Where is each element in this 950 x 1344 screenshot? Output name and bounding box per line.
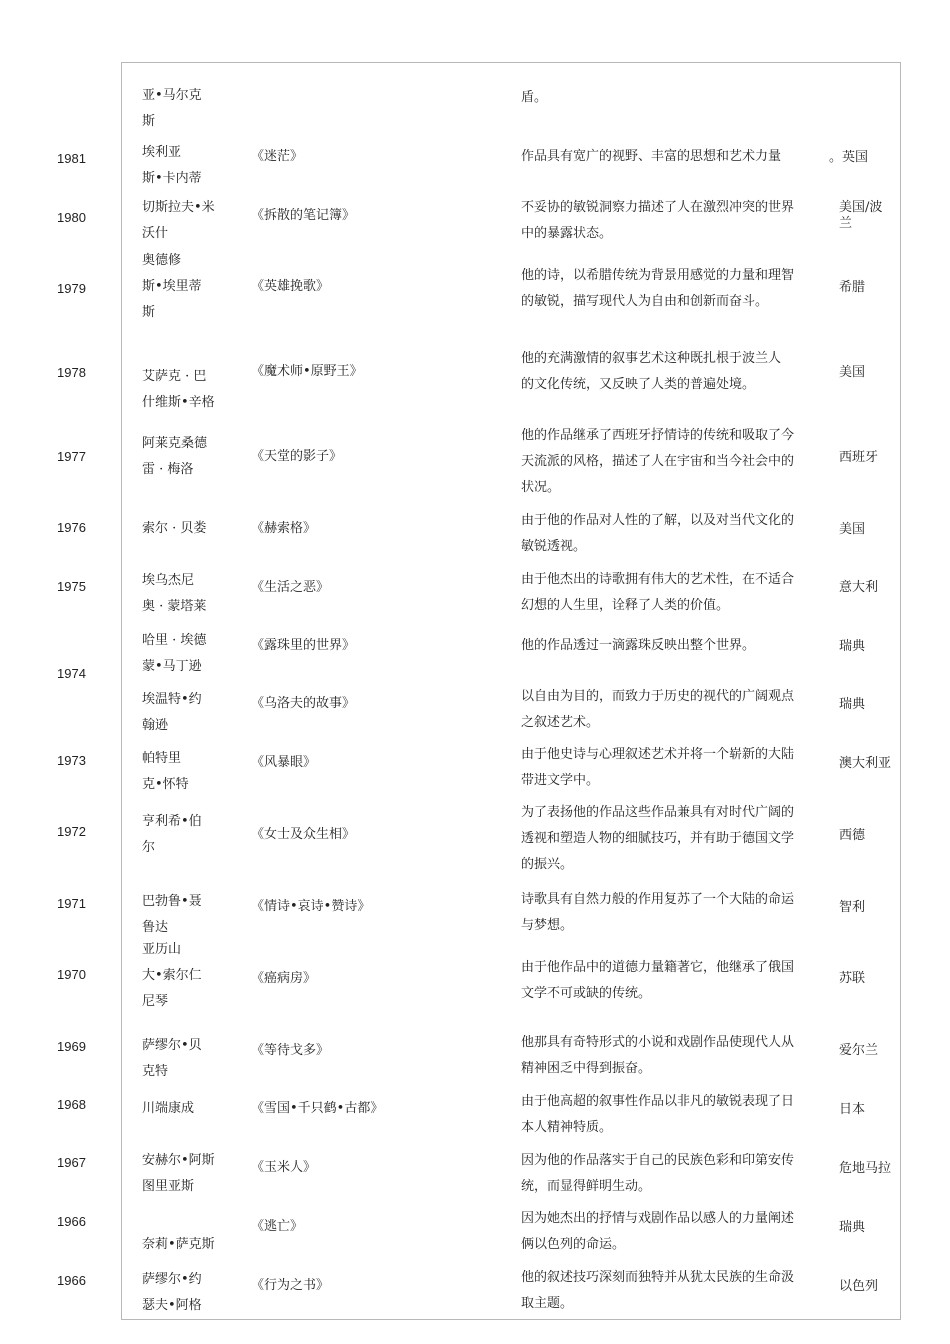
country-cell: 以色列 <box>839 1279 879 1294</box>
country-cell: 日本 <box>839 1102 866 1117</box>
reason-cell: 他的诗，以希腊传统为背景用感觉的力量和理智 的敏锐，描写现代人为自由和创新而奋斗。 <box>521 268 795 309</box>
reason-cell: 他的作品透过一滴露珠反映出整个世界。 <box>521 638 756 653</box>
work-cell: 《露珠里的世界》 <box>251 638 356 653</box>
author-cell: 索尔 · 贝娄 <box>142 521 207 536</box>
work-cell: 《玉米人》 <box>251 1160 317 1175</box>
reason-cell: 他那具有奇特形式的小说和戏剧作品使现代人从 精神困乏中得到振奋。 <box>521 1035 795 1076</box>
author-cell: 亚历山 大•索尔仁 尼琴 <box>142 942 202 1009</box>
country-cell: 瑞典 <box>839 1220 866 1235</box>
reason-cell: 因为他的作品落实于自己的民族色彩和印第安传 统，而显得鲜明生动。 <box>521 1153 795 1194</box>
work-cell: 《风暴眼》 <box>251 755 317 770</box>
country-cell: 意大利 <box>839 580 879 595</box>
country-cell: 智利 <box>839 900 866 915</box>
reason-cell: 盾。 <box>521 90 548 105</box>
year-cell: 1969 <box>57 1039 86 1054</box>
author-cell: 埃温特•约 翰逊 <box>142 692 202 733</box>
work-cell: 《拆散的笔记簿》 <box>251 208 356 223</box>
year-cell: 1971 <box>57 896 86 911</box>
country-cell: 苏联 <box>839 971 866 986</box>
year-cell: 1979 <box>57 281 86 296</box>
country-cell: 西德 <box>839 828 866 843</box>
author-cell: 亨利希•伯 尔 <box>142 814 202 855</box>
author-cell: 安赫尔•阿斯 图里亚斯 <box>142 1153 215 1194</box>
work-cell: 《迷茫》 <box>251 149 304 164</box>
year-cell: 1968 <box>57 1097 86 1112</box>
reason-cell: 由于他作品中的道德力量籍著它，他继承了俄国 文学不可或缺的传统。 <box>521 960 795 1001</box>
author-cell: 艾萨克 · 巴 什维斯•辛格 <box>142 369 215 410</box>
reason-cell: 为了表扬他的作品这些作品兼具有对时代广阔的 透视和塑造人物的细腻技巧，并有助于德国文学 的振兴。 <box>521 805 795 872</box>
country-cell: 澳大利亚 <box>839 756 892 771</box>
country-cell: 爱尔兰 <box>839 1043 879 1058</box>
reason-cell: 他的叙述技巧深刻而独特并从犹太民族的生命汲 取主题。 <box>521 1270 795 1311</box>
work-cell: 《英雄挽歌》 <box>251 279 330 294</box>
country-cell: 美国/波 兰 <box>839 200 883 231</box>
author-cell: 巴勃鲁•聂 鲁达 <box>142 894 202 935</box>
work-cell: 《行为之书》 <box>251 1278 330 1293</box>
work-cell: 《等待戈多》 <box>251 1043 330 1058</box>
year-cell: 1970 <box>57 967 86 982</box>
work-cell: 《雪国•千只鹤•古都》 <box>251 1101 384 1116</box>
reason-cell: 作品具有宽广的视野、丰富的思想和艺术力量 <box>521 149 782 164</box>
year-cell: 1966 <box>57 1273 86 1288</box>
year-cell: 1966 <box>57 1214 86 1229</box>
year-cell: 1978 <box>57 365 86 380</box>
country-cell: 。英国 <box>829 150 869 165</box>
work-cell: 《乌洛夫的故事》 <box>251 696 356 711</box>
reason-cell: 他的作品继承了西班牙抒情诗的传统和吸取了今 天流派的风格，描述了人在宇宙和当今社会中的 状况。 <box>521 428 795 495</box>
work-cell: 《赫索格》 <box>251 521 317 536</box>
work-cell: 《情诗•哀诗•赞诗》 <box>251 899 371 914</box>
reason-cell: 由于他史诗与心理叙述艺术并将一个崭新的大陆 带进文学中。 <box>521 747 795 788</box>
author-cell: 奥德修 斯•埃里蒂 斯 <box>142 253 202 320</box>
year-cell: 1967 <box>57 1155 86 1170</box>
author-cell: 阿莱克桑德 雷 · 梅洛 <box>142 436 208 477</box>
author-cell: 埃乌杰尼 奥 · 蒙塔莱 <box>142 573 207 614</box>
country-cell: 危地马拉 <box>839 1161 892 1176</box>
country-cell: 瑞典 <box>839 697 866 712</box>
year-cell: 1974 <box>57 666 86 681</box>
country-cell: 美国 <box>839 522 866 537</box>
year-cell: 1977 <box>57 449 86 464</box>
work-cell: 《魔术师•原野王》 <box>251 364 363 379</box>
reason-cell: 以自由为目的，而致力于历史的视代的广阔观点 之叙述艺术。 <box>521 689 795 730</box>
year-cell: 1972 <box>57 824 86 839</box>
year-cell: 1980 <box>57 210 86 225</box>
author-cell: 奈莉•萨克斯 <box>142 1237 215 1252</box>
author-cell: 切斯拉夫•米 沃什 <box>142 200 215 241</box>
author-cell: 埃利亚 斯•卡内蒂 <box>142 145 202 186</box>
reason-cell: 由于他的作品对人性的了解，以及对当代文化的 敏锐透视。 <box>521 513 795 554</box>
country-cell: 瑞典 <box>839 639 866 654</box>
work-cell: 《生活之恶》 <box>251 580 330 595</box>
reason-cell: 他的充满激情的叙事艺术这种既扎根于波兰人 的文化传统，又反映了人类的普遍处境。 <box>521 351 782 392</box>
work-cell: 《癌病房》 <box>251 971 317 986</box>
year-cell: 1973 <box>57 753 86 768</box>
work-cell: 《天堂的影子》 <box>251 449 343 464</box>
reason-cell: 诗歌具有自然力般的作用复苏了一个大陆的命运 与梦想。 <box>521 892 795 933</box>
author-cell: 萨缪尔•约 瑟夫•阿格 <box>142 1272 202 1313</box>
country-cell: 西班牙 <box>839 450 879 465</box>
reason-cell: 由于他高超的叙事性作品以非凡的敏锐表现了日 本人精神特质。 <box>521 1094 795 1135</box>
author-cell: 亚•马尔克 斯 <box>142 88 202 129</box>
work-cell: 《逃亡》 <box>251 1219 304 1234</box>
reason-cell: 因为她杰出的抒情与戏剧作品以感人的力量阐述 俩以色列的命运。 <box>521 1211 795 1252</box>
author-cell: 帕特里 克•怀特 <box>142 751 189 792</box>
author-cell: 萨缪尔•贝 克特 <box>142 1038 202 1079</box>
year-cell: 1975 <box>57 579 86 594</box>
work-cell: 《女士及众生相》 <box>251 827 356 842</box>
reason-cell: 由于他杰出的诗歌拥有伟大的艺术性，在不适合 幻想的人生里，诠释了人类的价值。 <box>521 572 795 613</box>
author-cell: 哈里 · 埃德 蒙•马丁逊 <box>142 633 207 674</box>
year-cell: 1976 <box>57 520 86 535</box>
country-cell: 美国 <box>839 365 866 380</box>
reason-cell: 不妥协的敏锐洞察力描述了人在激烈冲突的世界 中的暴露状态。 <box>521 200 795 241</box>
country-cell: 希腊 <box>839 280 866 295</box>
year-cell: 1981 <box>57 151 86 166</box>
author-cell: 川端康成 <box>142 1101 195 1116</box>
